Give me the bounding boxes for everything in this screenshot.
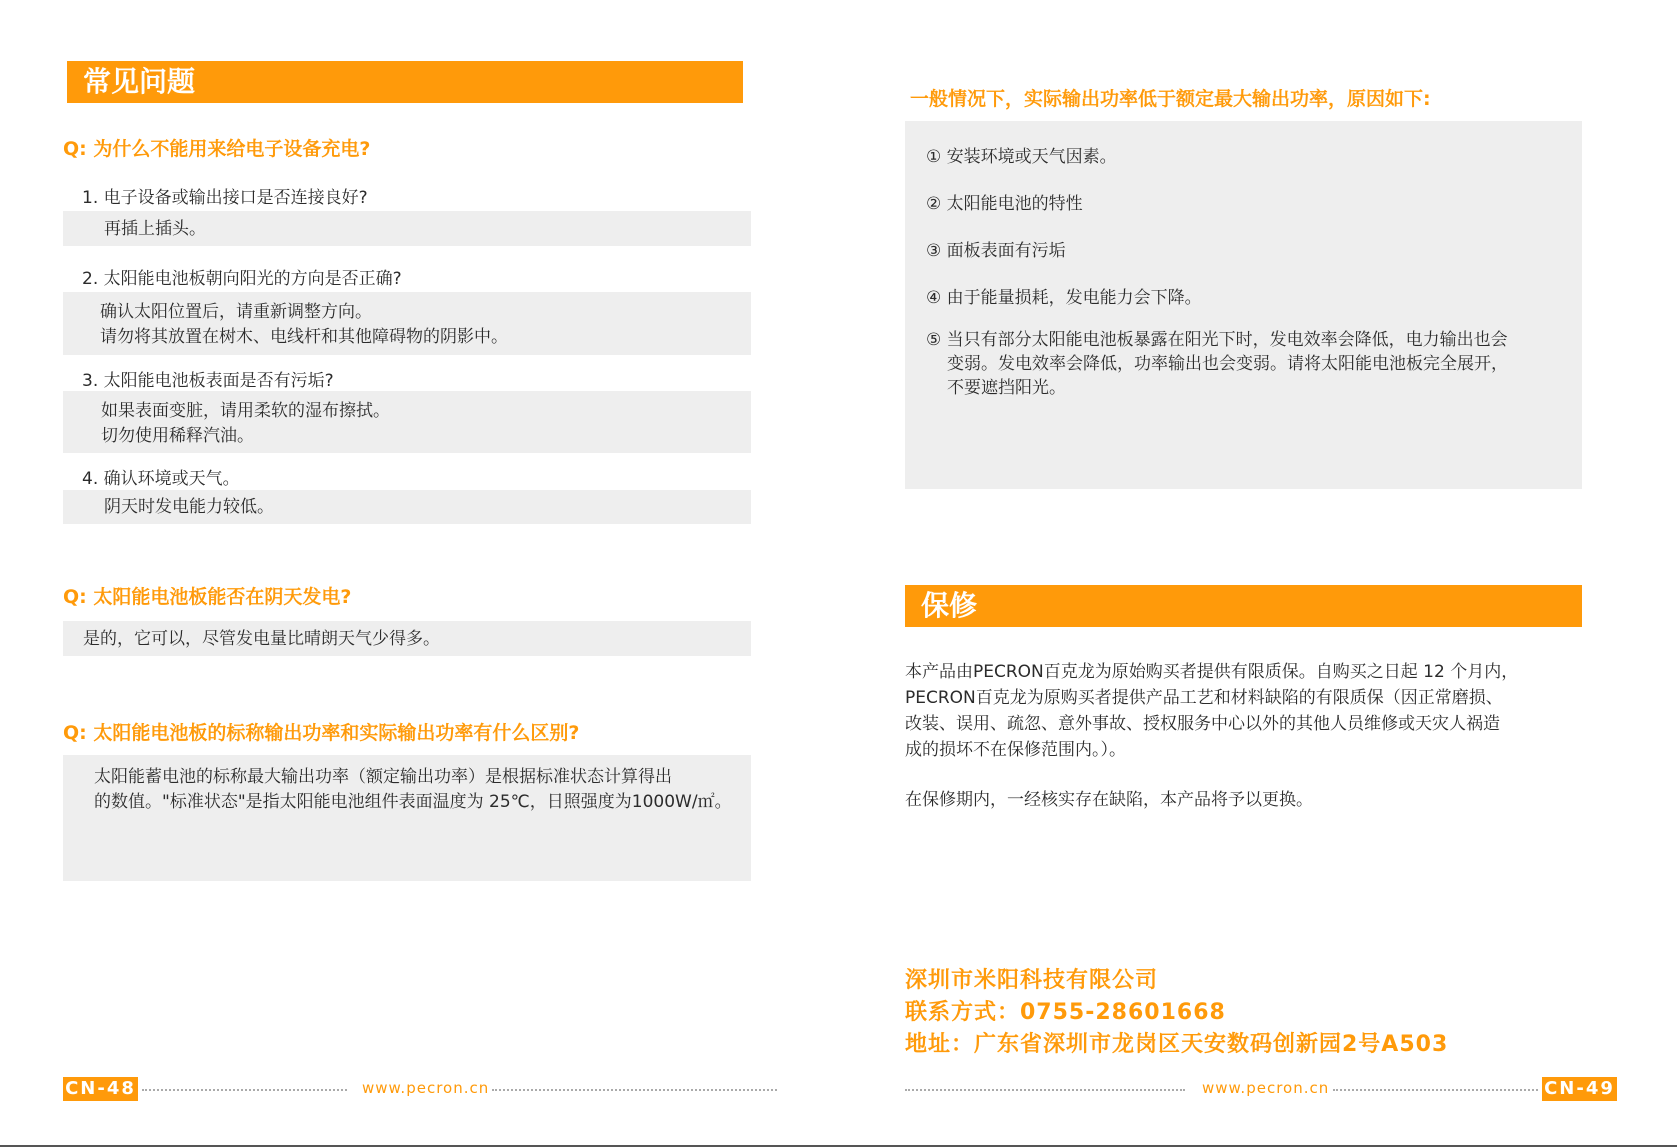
reason-4: ④ 由于能量损耗，发电能力会下降。 <box>926 288 1202 308</box>
question-1-title: Q: 为什么不能用来给电子设备充电? <box>63 138 371 160</box>
footer-dots <box>905 1089 1185 1091</box>
reason-5-line: 不要遮挡阳光。 <box>947 378 1066 398</box>
warranty-line: PECRON百克龙为原购买者提供产品工艺和材料缺陷的有限质保（因正常磨损、 <box>905 688 1503 708</box>
q1-item-1-label: 1. 电子设备或输出接口是否连接良好? <box>82 188 368 208</box>
q3-answer <box>63 755 751 881</box>
q1-item-3-label: 3. 太阳能电池板表面是否有污垢? <box>82 371 334 391</box>
footer-url-left[interactable]: www.pecron.cn <box>362 1079 490 1097</box>
answer-line: 请勿将其放置在树木、电线杆和其他障碍物的阴影中。 <box>100 327 508 347</box>
question-2-title: Q: 太阳能电池板能否在阴天发电? <box>63 586 352 608</box>
reason-2: ② 太阳能电池的特性 <box>926 194 1083 214</box>
q1-item-2-label: 2. 太阳能电池板朝向阳光的方向是否正确? <box>82 269 402 289</box>
answer-line: 切勿使用稀释汽油。 <box>101 426 254 446</box>
question-3-title: Q: 太阳能电池板的标称输出功率和实际输出功率有什么区别? <box>63 722 580 744</box>
answer-line: 是的，它可以，尽管发电量比晴朗天气少得多。 <box>83 629 440 649</box>
answer-line: 再插上插头。 <box>104 219 206 239</box>
footer-dots <box>1333 1089 1538 1091</box>
reason-5-line: 变弱。发电效率会降低，功率输出也会变弱。请将太阳能电池板完全展开， <box>947 354 1508 374</box>
q1-item-1-answer <box>63 211 751 246</box>
warranty-line: 改装、误用、疏忽、意外事故、授权服务中心以外的其他人员维修或天灾人祸造 <box>905 714 1500 734</box>
answer-line: 的数值。"标准状态"是指太阳能电池组件表面温度为 25℃，日照强度为1000W/㎡。 <box>94 792 732 812</box>
output-power-heading: 一般情况下，实际输出功率低于额定最大输出功率，原因如下: <box>910 88 1431 110</box>
page-number-left: CN-48 <box>63 1077 138 1101</box>
answer-line: 确认太阳位置后，请重新调整方向。 <box>100 302 372 322</box>
reason-5 <box>926 328 1576 400</box>
answer-line: 阴天时发电能力较低。 <box>104 497 274 517</box>
q2-answer <box>63 621 751 656</box>
footer-dots <box>142 1089 347 1091</box>
q1-item-4-label: 4. 确认环境或天气。 <box>82 469 240 489</box>
warranty-line: 本产品由PECRON百克龙为原始购买者提供有限质保。自购买之日起 12 个月内， <box>905 662 1519 682</box>
company-address: 地址：广东省深圳市龙岗区天安数码创新园2号A503 <box>905 1032 1449 1057</box>
footer-url-right[interactable]: www.pecron.cn <box>1202 1079 1330 1097</box>
reason-1: ① 安装环境或天气因素。 <box>926 147 1117 167</box>
page-number-right: CN-49 <box>1542 1077 1617 1101</box>
warranty-paragraph-2: 在保修期内，一经核实存在缺陷，本产品将予以更换。 <box>905 790 1313 810</box>
warranty-paragraph-1 <box>905 659 1585 763</box>
warranty-banner: 保修 <box>905 585 1582 627</box>
q1-item-4-answer <box>63 490 751 524</box>
q1-item-2-answer <box>63 292 751 355</box>
company-name: 深圳市米阳科技有限公司 <box>905 968 1159 993</box>
answer-line: 如果表面变脏，请用柔软的湿布擦拭。 <box>101 401 390 421</box>
warranty-line: 成的损坏不在保修范围内。）。 <box>905 740 1126 760</box>
faq-banner: 常见问题 <box>67 61 743 103</box>
company-contact: 联系方式：0755-28601668 <box>905 1000 1226 1025</box>
q1-item-3-answer <box>63 391 751 453</box>
reason-5-line: ⑤ 当只有部分太阳能电池板暴露在阳光下时，发电效率会降低，电力输出也会 <box>926 330 1508 350</box>
footer-dots <box>492 1089 777 1091</box>
reason-3: ③ 面板表面有污垢 <box>926 241 1066 261</box>
answer-line: 太阳能蓄电池的标称最大输出功率（额定输出功率）是根据标准状态计算得出 <box>94 767 672 787</box>
